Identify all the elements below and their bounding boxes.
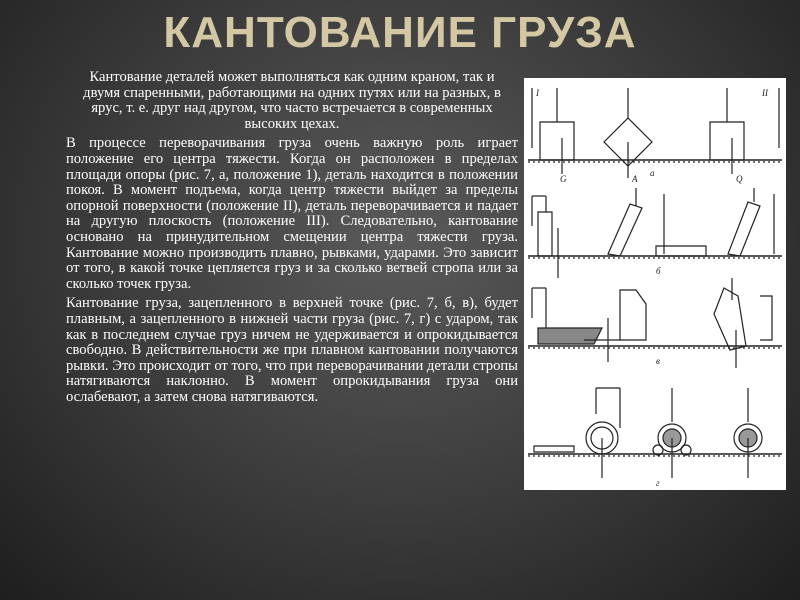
position-label-I: I	[536, 88, 539, 98]
body-text	[66, 70, 518, 409]
tilting-diagram-figure	[524, 78, 786, 490]
slide-title: КАНТОВАНИЕ ГРУЗА	[163, 8, 637, 57]
panel-d-row	[528, 388, 782, 478]
intro-paragraph: Кантование деталей может выполняться как одним краном, так и двумя спаренными, работающими на одних путях или на разных, в ярус, т. е. друг над другом, что часто встречается в современных высоких цехах.	[83, 69, 501, 132]
panel-label-b: б	[656, 266, 661, 276]
position-label-II: II	[762, 88, 768, 98]
force-label-Q: Q	[736, 174, 743, 184]
panel-label-c: в	[656, 356, 660, 366]
hook-point-paragraph: Кантование груза, зацепленного в верхней точке (рис. 7, б, в), будет плавным, а зацепленного в нижней части груза (рис. 7, г) с ударом, так как в последнем случае груз ничем не удерживается и опрокидывается свободно. В действительности же при плавном кантовании получаются рывки. Это происходит от того, что при переворачивании детали стропы натягиваются наклонно. В момент опрокидывания груза они ослабевают, а затем снова натягиваются.	[66, 295, 518, 405]
center-of-gravity-paragraph: В процессе переворачивания груза очень важную роль играет положение его центра тяжести. Когда он расположен в пределах площади опоры (рис. 7, а, положение 1), деталь находится в положении покоя. В момент подъема, когда центр тяжести выйдет за пределы опорной поверхности (положение II), деталь переворачивается и падает на другую плоскость (положение III). Следовательно, кантование основано на принудительном смещении центра тяжести груза. Кантование можно производить плавно, рывками, ударами. Это зависит от того, в какой точке цепляется груз и за сколько ветвей стропа или за сколько точек груза.	[66, 135, 518, 292]
force-label-A: A	[632, 174, 638, 184]
panel-label-d: г	[656, 478, 660, 488]
panel-label-a: а	[650, 168, 655, 178]
panel-a-row	[528, 88, 782, 178]
force-label-G: G	[560, 174, 567, 184]
panel-b-row	[528, 188, 782, 278]
panel-c-row	[528, 278, 782, 368]
tilting-diagram	[524, 78, 786, 490]
